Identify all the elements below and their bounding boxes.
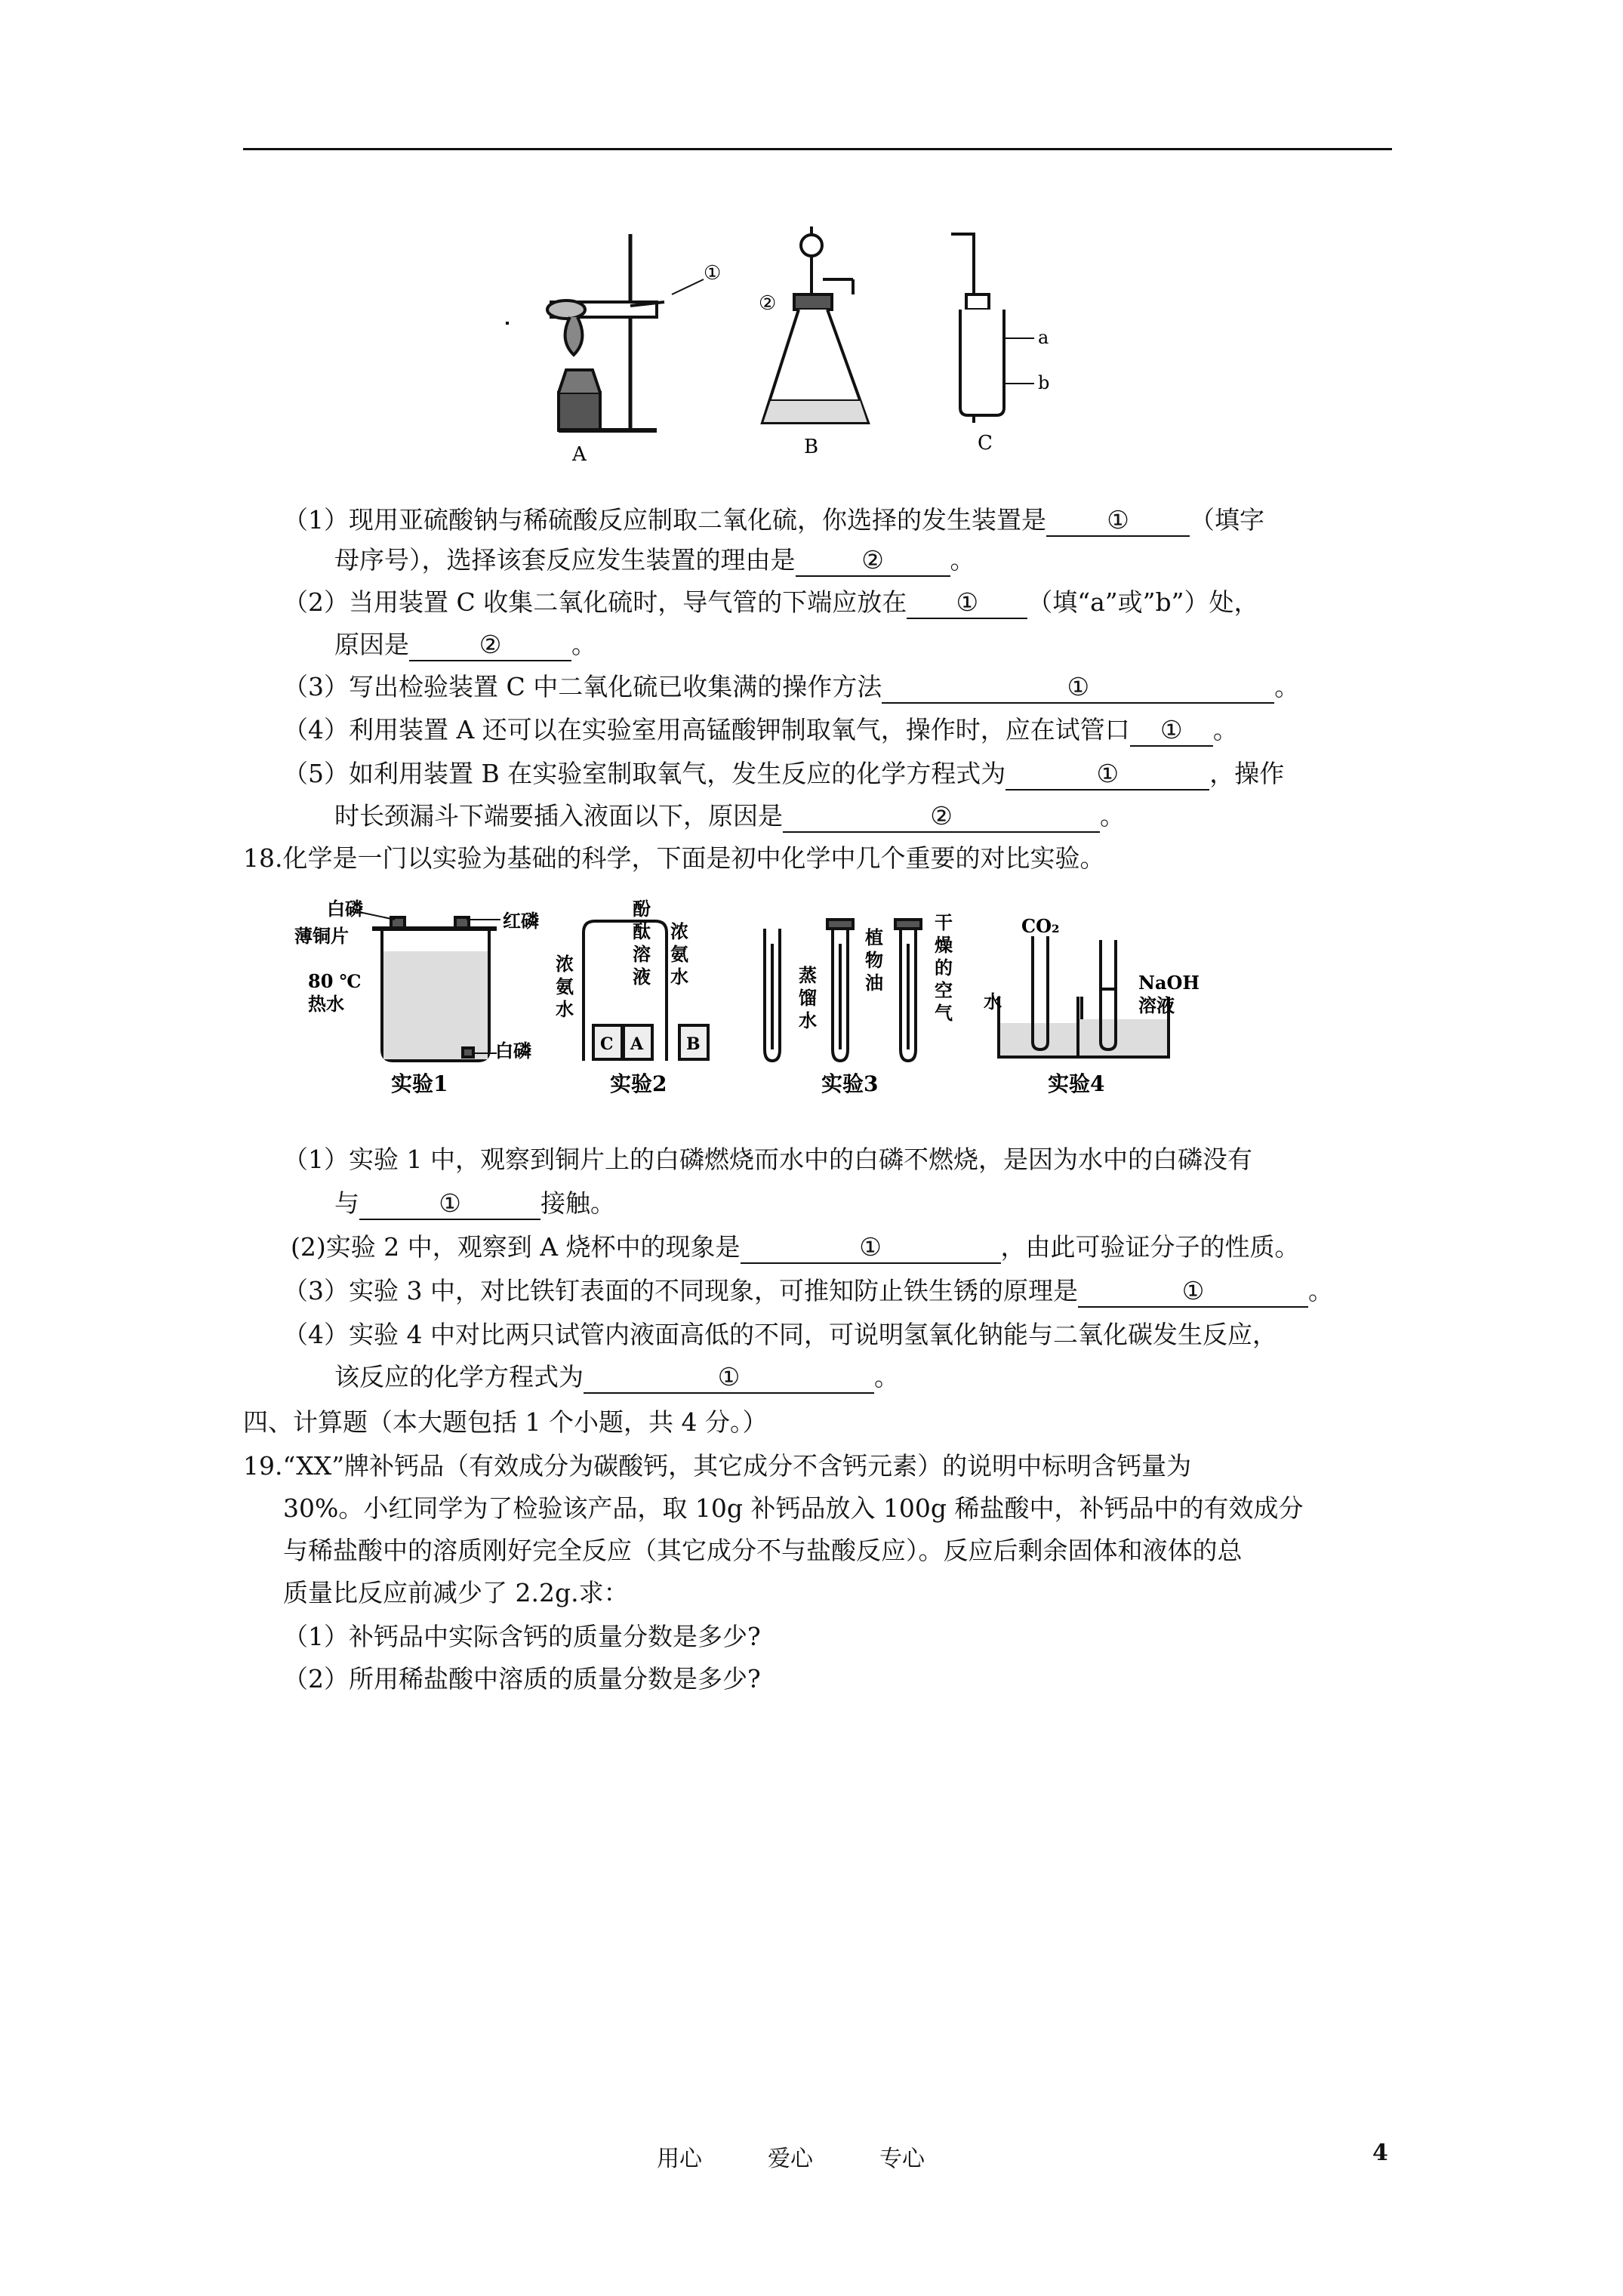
page-number: 4 xyxy=(1372,2140,1388,2166)
experiments-figure xyxy=(293,898,1259,1095)
answer-blank[interactable]: ① xyxy=(584,1362,874,1394)
svg-text:气: 气 xyxy=(935,1002,953,1024)
svg-text:植: 植 xyxy=(865,926,883,948)
q17-line-5: （3）写出检验装置 C 中二氧化硫已收集满的操作方法 ① 。 xyxy=(283,670,1299,704)
label-c: C xyxy=(978,432,993,455)
apparatus-b xyxy=(762,227,868,423)
svg-text:实验4: 实验4 xyxy=(1048,1071,1105,1095)
svg-text:酞: 酞 xyxy=(633,920,651,942)
q19-line-6: （2）所用稀盐酸中溶质的质量分数是多少? xyxy=(283,1664,761,1693)
svg-text:CO₂: CO₂ xyxy=(1021,915,1060,937)
svg-text:实验3: 实验3 xyxy=(821,1071,879,1095)
footer-motto-1: 用心 xyxy=(657,2146,702,2172)
answer-blank[interactable]: ① xyxy=(1006,759,1209,791)
svg-text:浓: 浓 xyxy=(670,920,688,942)
svg-text:空: 空 xyxy=(935,979,953,1001)
q18-line-2: 与 ① 接触。 xyxy=(334,1187,615,1220)
svg-text:溶: 溶 xyxy=(633,943,651,965)
svg-text:红磷: 红磷 xyxy=(503,910,539,932)
answer-blank[interactable]: ① xyxy=(882,672,1274,704)
answer-blank[interactable]: ② xyxy=(796,545,950,577)
q19-line-4: 质量比反应前减少了 2.2g.求： xyxy=(283,1578,629,1607)
q18-line-5: （4）实验 4 中对比两只试管内液面高低的不同，可说明氢氧化钠能与二氧化碳发生反应， xyxy=(283,1320,1277,1349)
header-rule xyxy=(243,148,1392,150)
svg-text:白磷: 白磷 xyxy=(495,1040,531,1062)
footer-motto-2: 爱心 xyxy=(768,2146,813,2172)
q18-line-4: （3）实验 3 中，对比铁钉表面的不同现象，可推知防止铁生锈的原理是 ① 。 xyxy=(283,1274,1333,1308)
svg-text:水: 水 xyxy=(984,991,1002,1012)
svg-text:馏: 馏 xyxy=(799,987,817,1009)
svg-text:水: 水 xyxy=(670,966,688,988)
label-a-small: a xyxy=(1038,327,1049,348)
q18-line-6: 该反应的化学方程式为 ① 。 xyxy=(334,1361,899,1394)
q17-line-3: （2）当用装置 C 收集二氧化硫时，导气管的下端应放在 ① （填“a”或”b”）处， xyxy=(283,586,1259,619)
apparatus-a xyxy=(506,234,704,430)
svg-text:热水: 热水 xyxy=(308,993,344,1015)
q17-line-2: 母序号），选择该套反应发生装置的理由是 ② 。 xyxy=(334,544,975,577)
svg-text:80 ℃: 80 ℃ xyxy=(308,970,362,992)
q18-title: 18.化学是一门以实验为基础的科学，下面是初中化学中几个重要的对比实验。 xyxy=(243,843,1105,873)
answer-blank[interactable]: ① xyxy=(741,1232,1001,1264)
svg-text:干: 干 xyxy=(935,911,953,933)
svg-text:燥: 燥 xyxy=(935,934,953,956)
svg-text:油: 油 xyxy=(865,972,883,994)
svg-text:A: A xyxy=(630,1034,644,1054)
label-a: A xyxy=(572,443,587,461)
svg-text:白磷: 白磷 xyxy=(327,898,363,920)
answer-blank[interactable]: ① xyxy=(1130,715,1213,747)
q19-line-5: （1）补钙品中实际含钙的质量分数是多少? xyxy=(283,1622,761,1651)
svg-text:氨: 氨 xyxy=(556,975,574,997)
svg-text:实验2: 实验2 xyxy=(610,1071,667,1095)
svg-text:水: 水 xyxy=(799,1009,817,1031)
svg-text:C: C xyxy=(600,1034,614,1054)
svg-text:水: 水 xyxy=(556,998,574,1020)
answer-blank[interactable]: ① xyxy=(907,587,1027,619)
svg-text:浓 xyxy=(556,953,574,975)
q17-line-1: （1）现用亚硫酸钠与稀硫酸反应制取二氧化硫，你选择的发生装置是 ① （填字 xyxy=(283,504,1264,537)
svg-text:B: B xyxy=(686,1034,701,1054)
apparatus-c xyxy=(951,234,1034,423)
q19-line-2: 30%。小红同学为了检验该产品，取 10g 补钙品放入 100g 稀盐酸中，补钙品中的有效成分 xyxy=(283,1493,1304,1523)
svg-text:液: 液 xyxy=(633,966,651,988)
q17-line-7: （5）如利用装置 B 在实验室制取氧气，发生反应的化学方程式为 ① ，操作 xyxy=(283,757,1284,791)
q19-line-3: 与稀盐酸中的溶质刚好完全反应（其它成分不与盐酸反应）。反应后剩余固体和液体的总 xyxy=(283,1536,1243,1565)
svg-text:蒸: 蒸 xyxy=(799,964,817,986)
svg-text:氨: 氨 xyxy=(670,943,688,965)
svg-text:实验1: 实验1 xyxy=(391,1071,448,1095)
q18-line-3: (2)实验 2 中，观察到 A 烧杯中的现象是 ① ，由此可验证分子的性质。 xyxy=(291,1231,1300,1264)
label-marker-2b: ② xyxy=(759,292,777,315)
svg-text:溶液: 溶液 xyxy=(1138,994,1175,1016)
apparatus-figure xyxy=(483,219,1132,461)
q19-line-1: 19.“XX”牌补钙品（有效成分为碳酸钙，其它成分不含钙元素）的说明中标明含钙量为 xyxy=(243,1451,1192,1481)
answer-blank[interactable]: ② xyxy=(783,801,1100,833)
answer-blank[interactable]: ① xyxy=(1078,1276,1308,1308)
label-marker-1a: ① xyxy=(704,262,722,285)
answer-blank[interactable]: ① xyxy=(1046,505,1190,537)
q17-line-8: 时长颈漏斗下端要插入液面以下，原因是 ② 。 xyxy=(334,800,1125,833)
label-b-small: b xyxy=(1038,372,1050,393)
footer-motto-3: 专心 xyxy=(879,2146,925,2172)
svg-text:的: 的 xyxy=(935,957,953,978)
experiment-3 xyxy=(765,920,921,1061)
q17-line-4: 原因是 ② 。 xyxy=(334,628,596,661)
svg-text:物: 物 xyxy=(865,949,883,971)
answer-blank[interactable]: ① xyxy=(359,1188,540,1220)
label-b: B xyxy=(804,436,819,458)
experiment-1 xyxy=(359,912,500,1061)
q18-line-1: （1）实验 1 中，观察到铜片上的白磷燃烧而水中的白磷不燃烧，是因为水中的白磷没有 xyxy=(283,1145,1252,1174)
svg-text:薄铜片: 薄铜片 xyxy=(294,925,349,947)
answer-blank[interactable]: ② xyxy=(409,630,571,661)
label-nongan-1: 浓 xyxy=(556,953,574,975)
svg-text:酚: 酚 xyxy=(633,898,651,920)
svg-text:NaOH: NaOH xyxy=(1138,972,1200,994)
section-4-heading: 四、计算题（本大题包括 1 个小题，共 4 分。） xyxy=(243,1407,768,1437)
q17-line-6: （4）利用装置 A 还可以在实验室用高锰酸钾制取氧气，操作时，应在试管口 ① 。 xyxy=(283,713,1238,747)
